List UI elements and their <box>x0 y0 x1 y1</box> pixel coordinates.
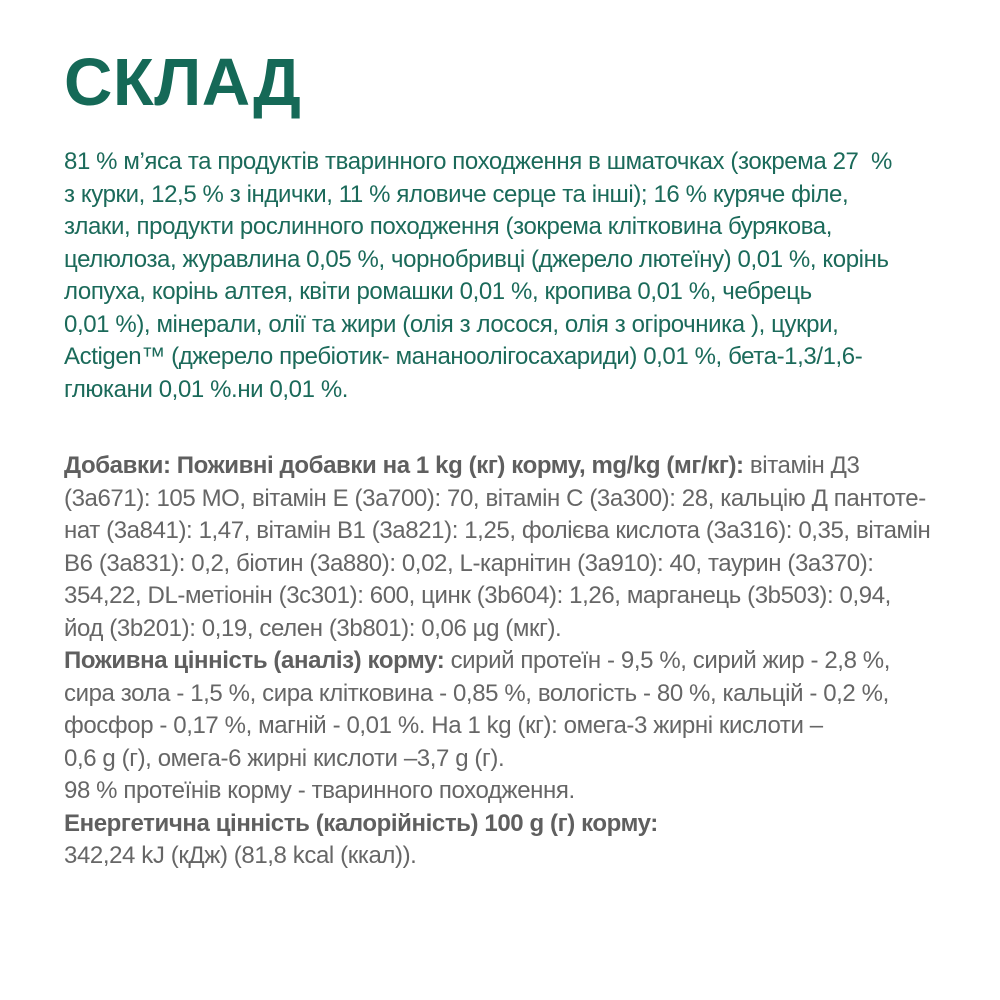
composition-line: Actigen™ (джерело пребіотик- мананоолігосахариди) 0,01 %, бета-1,3/1,6- <box>64 343 863 370</box>
details-line <box>64 548 944 581</box>
details-line <box>64 710 944 743</box>
analysis-heading: Поживна цінність (аналіз) корму: <box>64 647 445 674</box>
details-text: 98 % протеїнів корму - тваринного походження. <box>64 777 575 804</box>
details-line <box>64 483 944 516</box>
details-line-energy-heading <box>64 808 944 841</box>
details-text: вітамін Д3 <box>743 452 860 479</box>
details-text: йод (3b201): 0,19, селен (3b801): 0,06 µg (мкг). <box>64 614 562 642</box>
details-text: 0,6 g (г), омега-6 жирні кислоти –3,7 g (г). <box>64 744 505 772</box>
details-line <box>64 743 944 776</box>
composition-line: 0,01 %), мінерали, олії та жири (олія з лосося, олія з огірочника ), цукри, <box>64 310 839 338</box>
details-line-additives-heading <box>64 450 944 483</box>
composition-line: злаки, продукти рослинного походження (зокрема клітковина бурякова, <box>64 213 833 240</box>
composition-line: з курки, 12,5 % з індички, 11 % яловиче серце та інші); 16 % куряче філе, <box>64 180 849 208</box>
page-title: СКЛАД <box>64 45 302 120</box>
details-line-analysis-heading <box>64 645 944 678</box>
energy-heading: Енергетична цінність (калорійність) 100 g (г) корму: <box>64 809 658 837</box>
details-text: сира зола - 1,5 %, сира клітковина - 0,85 %, вологість - 80 %, кальцій - 0,2 %, <box>64 679 889 707</box>
details-text: сирий протеїн - 9,5 %, сирий жир - 2,8 %, <box>444 647 891 674</box>
composition-line: лопуха, корінь алтея, квіти ромашки 0,01 %, кропива 0,01 %, чебрець <box>64 278 812 305</box>
details-line-protein-origin <box>64 775 944 808</box>
additives-heading: Добавки: Поживні добавки на 1 kg (кг) корму, mg/kg (мг/кг): <box>64 452 744 479</box>
details-text: 342,24 kJ (кДж) (81,8 kcal (ккал)). <box>64 842 417 869</box>
details-line <box>64 613 944 646</box>
composition-line: целюлоза, журавлина 0,05 %, чорнобривці (джерело лютеїну) 0,01 %, корінь <box>64 245 889 273</box>
composition-section <box>64 146 944 406</box>
details-line <box>64 580 944 613</box>
details-text: фосфор - 0,17 %, магній - 0,01 %. На 1 kg (кг): омега-3 жирні кислоти – <box>64 712 823 739</box>
composition-line: 81 % м’яса та продуктів тваринного походження в шматочках (зокрема 27 % <box>64 148 892 175</box>
details-line <box>64 678 944 711</box>
details-text: B6 (3a831): 0,2, біотин (3a880): 0,02, L-карнітин (3a910): 40, таурин (3a370): <box>64 549 874 577</box>
details-line-energy-value <box>64 840 944 873</box>
details-text: 354,22, DL-метіонін (3c301): 600, цинк (3b604): 1,26, марганець (3b503): 0,94, <box>64 582 891 609</box>
details-section <box>64 450 944 873</box>
details-line <box>64 515 944 548</box>
details-text: нат (3a841): 1,47, вітамін B1 (3a821): 1,25, фолієва кислота (3a316): 0,35, вітамін <box>64 517 931 544</box>
composition-line: глюкани 0,01 %.ни 0,01 %. <box>64 375 349 403</box>
details-text: (3a671): 105 МО, вітамін E (3a700): 70, вітамін C (3a300): 28, кальцію Д пантоте- <box>64 484 926 512</box>
